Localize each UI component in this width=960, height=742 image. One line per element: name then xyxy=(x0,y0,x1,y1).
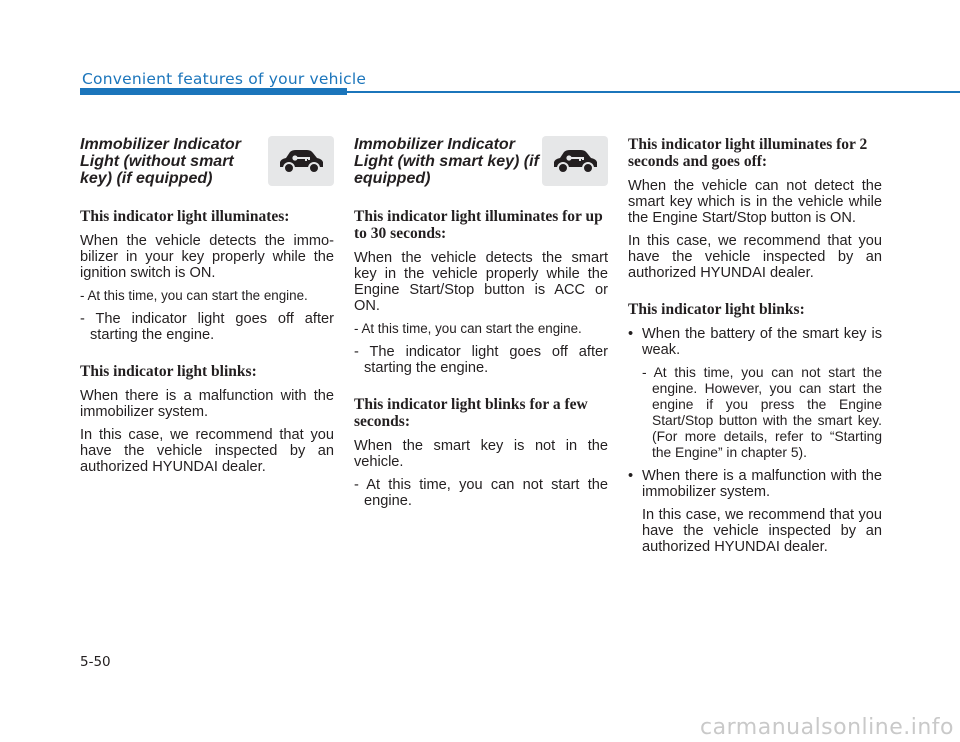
indicator-heading xyxy=(80,128,334,198)
column-3 xyxy=(628,128,882,562)
indicator-title: Immobilizer Indicator Light (without smart key) (if equipped) xyxy=(80,136,241,187)
page-number: 5-50 xyxy=(80,654,111,670)
paragraph: When the smart key is not in the vehicle. xyxy=(354,438,608,470)
dash-item: - The indicator light goes off after starting the engine. xyxy=(80,311,334,343)
column-1 xyxy=(80,128,334,482)
column-2 xyxy=(354,128,608,516)
bullet-item xyxy=(628,468,882,500)
paragraph: When the vehicle can not detect the smart key which is in the vehicle while the Engine Start/Stop button is ON. xyxy=(628,178,882,226)
subheading: This indicator light blinks: xyxy=(80,363,257,380)
dash-item: - At this time, you can not start the engine. However, you can start the engine if you press the Engine Start/Stop button with the smart key. (For more details, refer to “Starting the Engine” in chapter 5). xyxy=(642,365,882,460)
subheading: This indicator light illuminates for 2 seconds and goes off: xyxy=(628,136,868,170)
subheading: This indicator light illuminates: xyxy=(80,208,290,225)
subheading: This indicator light blinks for a few seconds: xyxy=(354,396,588,430)
paragraph: When the vehicle detects the immobilizer in your key properly while the ignition switch is ON. xyxy=(80,233,334,281)
header-bar xyxy=(80,88,347,95)
paragraph: When there is a malfunction with the immobilizer system. xyxy=(80,388,334,420)
subheading: This indicator light blinks: xyxy=(628,301,805,318)
indicator-heading xyxy=(354,128,608,198)
car-key-indicator-icon xyxy=(268,136,334,186)
dash-item: - The indicator light goes off after starting the engine. xyxy=(354,344,608,376)
paragraph: In this case, we recommend that you have the vehicle inspected by an authorized HYUNDAI dealer. xyxy=(628,233,882,281)
bullet-icon: • xyxy=(628,326,634,342)
paragraph: In this case, we recommend that you have the vehicle inspected by an authorized HYUNDAI dealer. xyxy=(80,427,334,475)
header-rule xyxy=(347,91,960,93)
indicator-title: Immobilizer Indicator Light (with smart key) (if equipped) xyxy=(354,136,539,187)
paragraph: In this case, we recommend that you have the vehicle inspected by an authorized HYUNDAI dealer. xyxy=(642,507,882,555)
dash-item: - At this time, you can start the engine. xyxy=(80,288,308,303)
watermark: carmanualsonline.info xyxy=(700,715,954,740)
dash-item: - At this time, you can not start the engine. xyxy=(354,477,608,509)
section-title: Convenient features of your vehicle xyxy=(82,70,367,88)
dash-item: - At this time, you can start the engine. xyxy=(354,321,582,336)
paragraph: When the vehicle detects the smart key in the vehicle properly while the Engine Start/Stop button is ACC or ON. xyxy=(354,250,608,314)
bullet-icon: • xyxy=(628,468,634,484)
car-key-indicator-icon xyxy=(542,136,608,186)
bullet-text: When there is a malfunction with the immobilizer system. xyxy=(642,468,882,500)
bullet-text: When the battery of the smart key is weak. xyxy=(642,326,882,358)
subheading: This indicator light illuminates for up to 30 seconds: xyxy=(354,208,603,242)
bullet-item xyxy=(628,326,882,358)
